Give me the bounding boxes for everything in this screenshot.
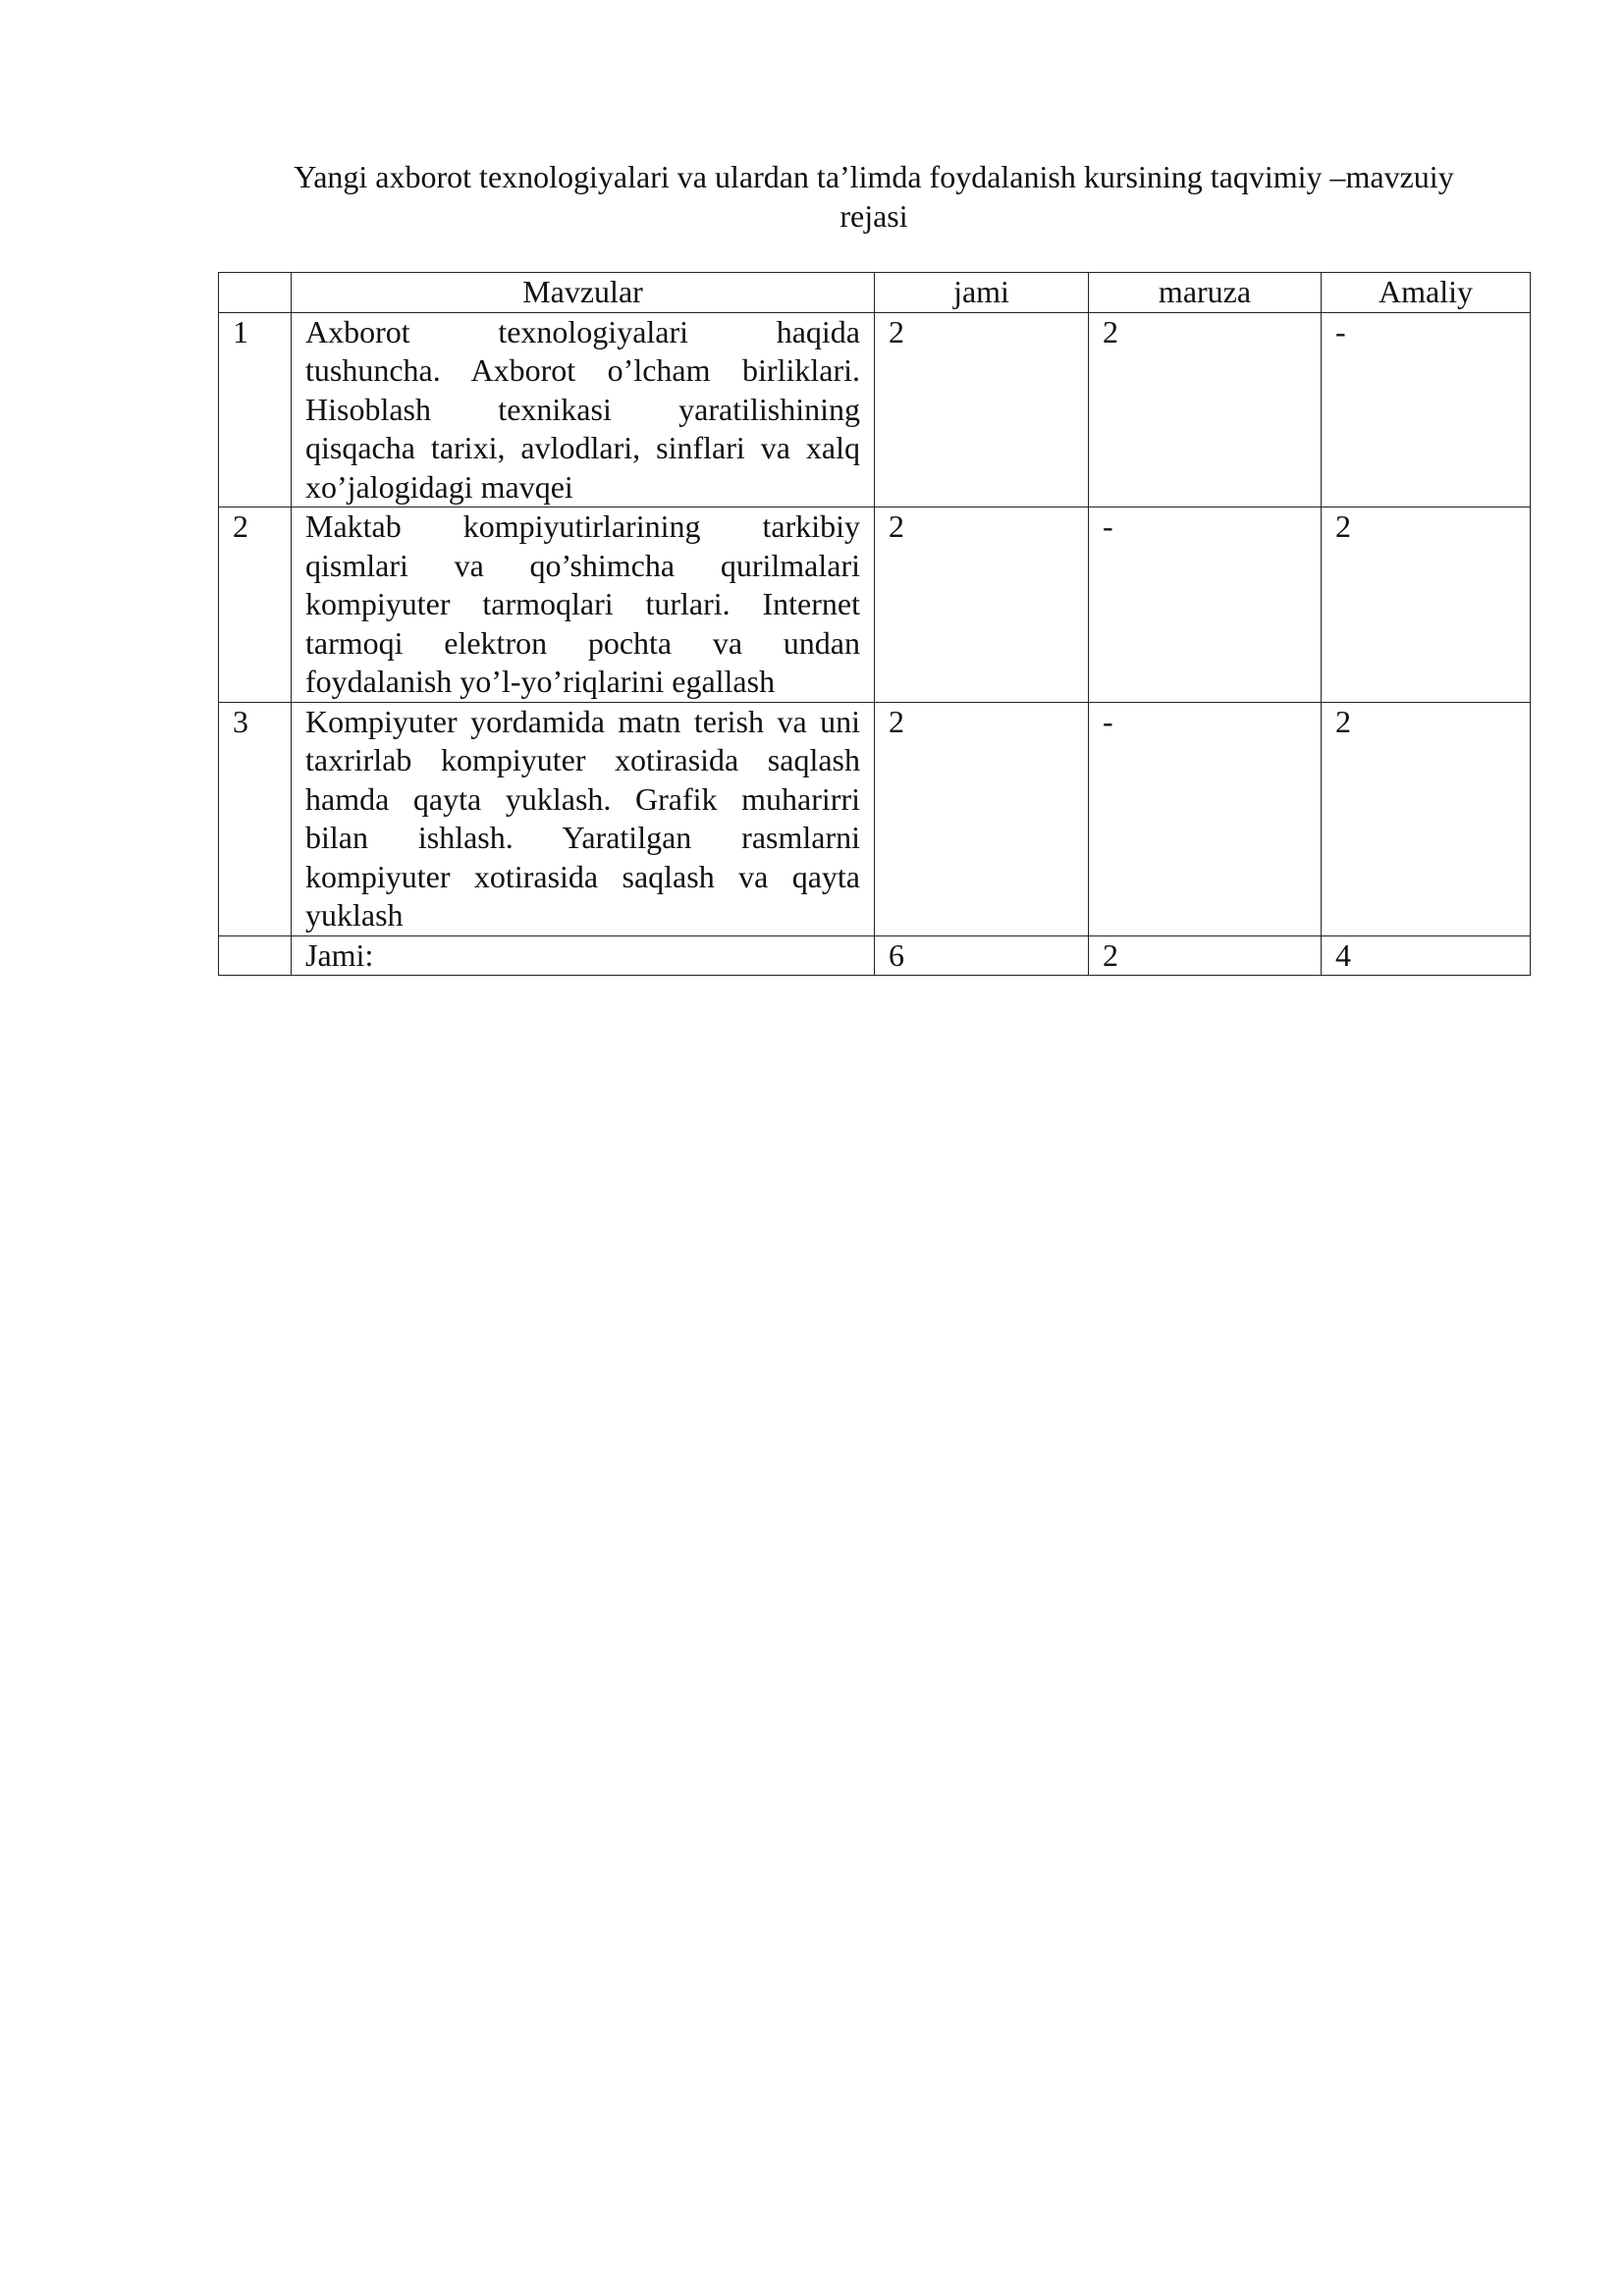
row-lecture-hours: -: [1089, 507, 1322, 703]
topic-line: qisqacha tarixi, avlodlari, sinflari va xalq: [305, 430, 860, 465]
row-lecture-hours: -: [1089, 702, 1322, 935]
row-number: 1: [219, 312, 292, 507]
topic-line: taxrirlab kompiyuter xotirasida saqlash: [305, 742, 860, 777]
row-topic: [292, 507, 875, 703]
row-practical-hours: -: [1322, 312, 1531, 507]
row-topic: [292, 702, 875, 935]
topic-line: qismlari va qo’shimcha qurilmalari: [305, 547, 860, 583]
topic-line: tarmoqi elektron pochta va undan: [305, 624, 860, 661]
topic-line: xo’jalogidagi mavqei: [305, 468, 573, 505]
topic-line: Maktab kompiyutirlarining tarkibiy: [305, 508, 860, 544]
title-line-1: Yangi axborot texnologiyalari va ulardan ta’limda foydalanish kursining taqvimiy –mavzuiy: [294, 159, 1454, 194]
row-practical-hours: 2: [1322, 507, 1531, 703]
table-row: [219, 312, 1531, 507]
topic-line: kompiyuter tarmoqlari turlari. Internet: [305, 586, 860, 621]
topic-line: foydalanish yo’l-yo’riqlarini egallash: [305, 664, 776, 699]
total-hours-sum: 6: [875, 935, 1089, 976]
curriculum-table: [218, 272, 1531, 976]
title-line-2: rejasi: [839, 198, 908, 234]
header-topics: Mavzular: [292, 273, 875, 313]
header-number: [219, 273, 292, 313]
topic-line: yuklash: [305, 897, 404, 933]
row-total-hours: 2: [875, 507, 1089, 703]
table-row: [219, 507, 1531, 703]
row-number: 2: [219, 507, 292, 703]
row-total-hours: 2: [875, 312, 1089, 507]
document-title: [216, 157, 1532, 236]
row-lecture-hours: 2: [1089, 312, 1322, 507]
row-total-hours: 2: [875, 702, 1089, 935]
row-practical-hours: 2: [1322, 702, 1531, 935]
total-label: Jami:: [292, 935, 875, 976]
topic-line: hamda qayta yuklash. Grafik muharirri: [305, 780, 860, 817]
table-row: [219, 702, 1531, 935]
topic-line: kompiyuter xotirasida saqlash va qayta: [305, 858, 860, 894]
row-topic: [292, 312, 875, 507]
topic-line: Hisoblash texnikasi yaratilishining: [305, 391, 860, 427]
row-number: 3: [219, 702, 292, 935]
header-lecture-hours: maruza: [1089, 273, 1322, 313]
lecture-hours-sum: 2: [1089, 935, 1322, 976]
header-total-hours: jami: [875, 273, 1089, 313]
header-practical-hours: Amaliy: [1322, 273, 1531, 313]
practical-hours-sum: 4: [1322, 935, 1531, 976]
topic-line: tushuncha. Axborot o’lcham birliklari.: [305, 352, 860, 388]
total-row-number: [219, 935, 292, 976]
topic-line: Axborot texnologiyalari haqida: [305, 313, 860, 349]
topic-line: bilan ishlash. Yaratilgan rasmlarni: [305, 820, 860, 855]
topic-line: Kompiyuter yordamida matn terish va uni: [305, 703, 860, 739]
table-total-row: [219, 935, 1531, 976]
table-header-row: [219, 273, 1531, 313]
